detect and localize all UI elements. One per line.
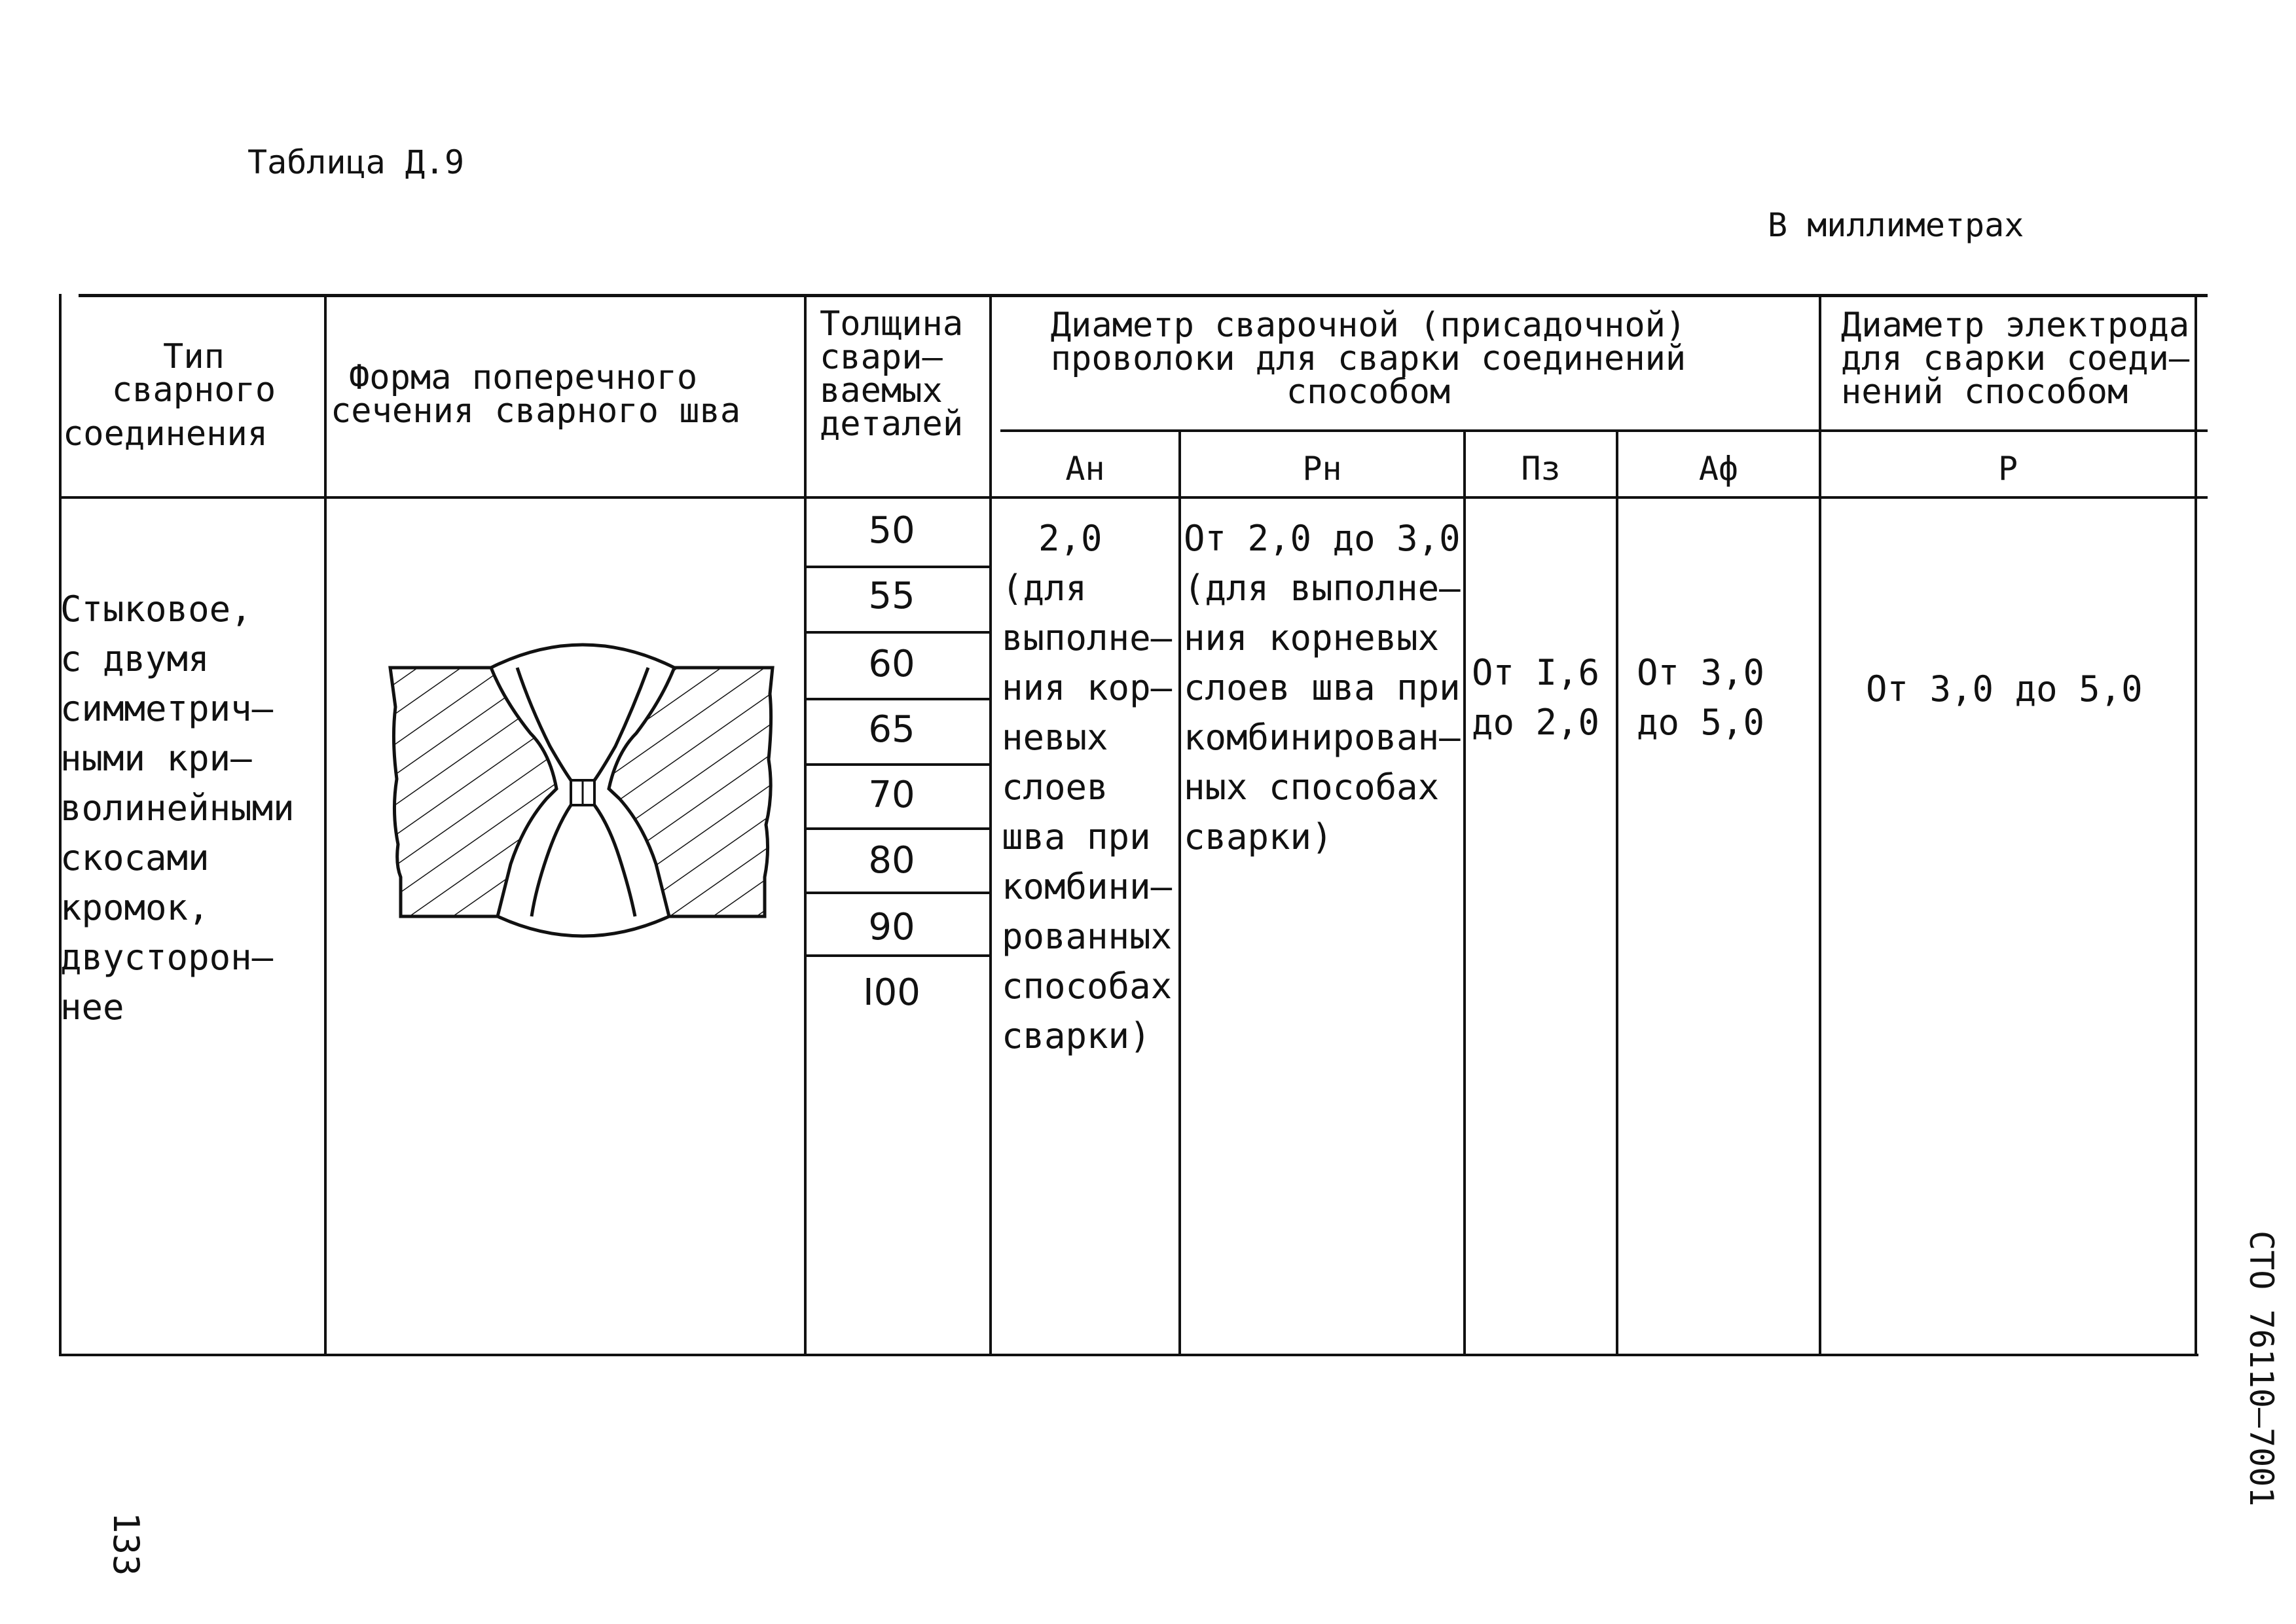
units-note: В миллиметрах	[1768, 206, 2024, 244]
an-line: 2,0	[1038, 518, 1102, 559]
an-values	[1002, 514, 1172, 1061]
joint-type-line: двусторон–	[60, 937, 274, 978]
col-divider-1	[324, 294, 327, 1356]
thickness-separator	[807, 892, 990, 894]
bottom-rule	[59, 1354, 2198, 1356]
thickness-separator	[807, 698, 990, 700]
margin-code: СТО 76110–7001	[2242, 1231, 2280, 1507]
subheader-p: Р	[1997, 450, 2018, 488]
thickness-value: 55	[868, 575, 915, 617]
thickness-separator	[807, 763, 990, 766]
pz-line: От I,6	[1472, 652, 1600, 693]
thickness-value: 90	[868, 906, 915, 948]
af-values	[1637, 648, 1764, 748]
joint-type-line: скосами	[60, 837, 210, 878]
header-electrode-line: нений способом	[1841, 372, 2128, 412]
header-wire	[1021, 306, 1715, 412]
thickness-separator	[807, 566, 990, 568]
rn-line: ния корневых	[1184, 617, 1440, 659]
thickness-value: I00	[863, 971, 920, 1014]
col-divider-6	[1616, 429, 1618, 1356]
header-type-line: Тип	[163, 337, 225, 376]
rn-line: комбинирован–	[1184, 717, 1461, 758]
an-line: выполне–	[1002, 617, 1173, 659]
header-electrode-line: Диаметр электрода	[1841, 306, 2190, 345]
an-line: (для	[1002, 568, 1087, 609]
lower-groove-left	[532, 805, 571, 916]
thickness-value: 80	[868, 839, 915, 882]
subheader-af: Аф	[1698, 450, 1739, 488]
lower-reinforcement	[498, 916, 669, 936]
an-line: комбини–	[1002, 866, 1173, 907]
an-line: рованных	[1002, 916, 1173, 957]
subheader-pz: Пз	[1521, 450, 1561, 488]
joint-type-line: кромок,	[60, 887, 210, 928]
joint-type-line: с двумя	[60, 638, 210, 679]
joint-type	[60, 585, 295, 1032]
header-wire-line: способом	[1286, 372, 1451, 412]
an-line: слоев	[1002, 767, 1108, 808]
thickness-value: 70	[868, 774, 915, 816]
header-thickness-line: Толщина	[820, 304, 964, 344]
joint-type-line: волинейными	[60, 787, 295, 829]
an-line: невых	[1002, 717, 1108, 758]
header-shape-line: Форма поперечного	[349, 358, 698, 397]
col-divider-2	[804, 294, 807, 1356]
table-title: Таблица Д.9	[247, 143, 465, 181]
thickness-separator	[807, 827, 990, 830]
pz-line: до 2,0	[1472, 702, 1600, 743]
an-line: ния кор–	[1002, 667, 1173, 708]
header-wire-line: проволоки для сварки соединений	[1050, 338, 1686, 378]
header-electrode-line: для сварки соеди–	[1841, 338, 2190, 378]
header-type	[63, 337, 325, 454]
thickness-separator	[807, 954, 990, 957]
thickness-value: 50	[868, 509, 915, 552]
joint-type-line: Стыковое,	[60, 588, 252, 630]
header-type-line: соединения	[63, 414, 268, 454]
rn-line: слоев шва при	[1184, 667, 1461, 708]
header-type-line: сварного	[111, 370, 276, 410]
header-bottom-rule	[59, 496, 2208, 499]
header-thickness	[820, 304, 964, 444]
header-shape	[331, 358, 741, 431]
rn-line: сварки)	[1184, 816, 1333, 857]
subheader-rn: Рн	[1302, 450, 1342, 488]
thickness-value: 60	[868, 643, 915, 685]
right-border	[2195, 294, 2197, 1356]
joint-type-line: нее	[60, 986, 124, 1028]
rn-line: ных способах	[1184, 767, 1440, 808]
p-value: От 3,0 до 5,0	[1866, 668, 2143, 710]
top-rule	[79, 294, 2208, 297]
an-line: сварки)	[1002, 1015, 1151, 1056]
header-wire-line: Диаметр сварочной (присадочной)	[1050, 306, 1686, 345]
header-electrode	[1841, 306, 2190, 412]
an-line: способах	[1002, 965, 1173, 1007]
joint-type-line: ными кри–	[60, 738, 252, 779]
col-divider-5	[1463, 429, 1466, 1356]
header-thickness-line: деталей	[820, 404, 964, 444]
thickness-value: 65	[868, 708, 915, 751]
joint-type-line: симметрич–	[60, 688, 274, 729]
rn-line: От 2,0 до 3,0	[1184, 518, 1461, 559]
subheader-rule	[1000, 429, 2208, 432]
page-number: 133	[105, 1512, 147, 1576]
af-line: От 3,0	[1637, 652, 1765, 693]
rn-values	[1184, 514, 1461, 862]
header-thickness-line: свари–	[820, 337, 943, 377]
an-line: шва при	[1002, 816, 1151, 857]
col-divider-4	[1178, 429, 1181, 1356]
rn-line: (для выполне–	[1184, 568, 1461, 609]
pz-values	[1472, 648, 1599, 748]
subheader-an: Ан	[1065, 450, 1105, 488]
weld-cross-section-drawing	[386, 628, 786, 956]
thickness-separator	[807, 631, 990, 634]
header-shape-line: сечения сварного шва	[331, 391, 741, 431]
lower-groove-right	[594, 805, 635, 916]
af-line: до 5,0	[1637, 702, 1765, 743]
header-thickness-line: ваемых	[820, 370, 943, 410]
upper-reinforcement	[491, 645, 674, 668]
